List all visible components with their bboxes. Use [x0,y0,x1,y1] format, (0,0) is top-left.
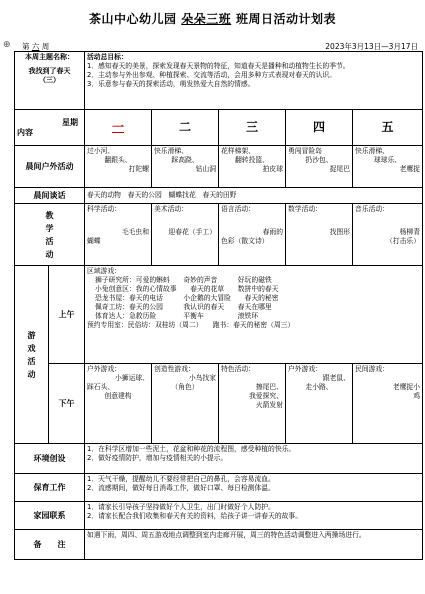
home-content [85,502,423,530]
theme-name: 我找到了春天 [28,66,71,75]
game-pm-tue [152,364,219,444]
game-pm-wed-3: 我爱探究、 [249,392,283,400]
game-label-3: 活 [27,356,36,366]
teach-thu-1: 数学活动： [288,205,322,213]
teach-label-3: 活 [45,236,54,246]
teach-fri [353,204,423,266]
env-content [85,444,423,474]
outdoor-fri [353,146,423,188]
care-line-1: 1．天气干燥，提醒幼儿不要经常把自己的鼻孔，会容易流血。 [87,475,275,483]
outdoor-fri-1: 快乐滑梯、 [355,147,389,155]
outdoor-thu [286,146,353,188]
goal-1: 1．感知春天的美景，探索发现春天景物的特征，知道春天是播种和动植物生长的季节。 [87,62,350,70]
page-title [0,10,425,27]
note-content [85,530,423,560]
game-label-4: 动 [27,369,36,379]
teach-wed [219,204,286,266]
game-am-3: 小兔创意区：我的心情故事 春天的花草 数拼中的春天 [95,285,279,293]
outdoor-mon-3: 打陀螺 [128,165,149,173]
game-am-content [85,266,423,364]
teach-mon-1: 科学活动： [87,205,121,213]
teach-wed-1: 语言活动： [221,205,255,213]
note-label: 备 注 [15,530,85,560]
env-line-1: 1．在科学区增加一些泥土，花盆和种花的流程图，感受种植的快乐。 [87,445,296,453]
care-line-2: 2．流感期间，做好每日消毒工作，做好口罩、每日检测体温。 [87,484,275,492]
game-pm-thu [286,364,353,444]
outdoor-wed-2: 翻转投篮、 [235,156,269,164]
day-2: 二 [152,110,219,146]
outdoor-wed [219,146,286,188]
day-5: 五 [353,110,423,146]
game-pm-fri-1: 民间游戏： [355,365,389,373]
day-3: 三 [219,110,286,146]
teach-wed-3: 色彩（散文诗） [221,237,269,245]
kindergarten-name: 茶山中心幼儿园 [89,12,177,26]
week-label-post: 周 [41,42,50,51]
game-pm-wed-4: 火箭发射 [255,401,283,409]
teach-mon-3: 蝴蝶 [87,237,101,245]
goal-title: 活动总目标： [87,53,128,61]
game-pm-tue-1: 创造性游戏： [154,365,195,373]
outdoor-mon-1: 过小河、 [87,147,115,155]
outdoor-wed-1: 花样梯架、 [221,147,255,155]
teach-fri-2: 杨柳青 [399,228,421,236]
goal-3: 3．乐意参与春天的探索活动，萌发热爱大自然的情感。 [87,80,255,88]
game-pm-mon [85,364,152,444]
game-pm-thu-2: 跟老鼠、 [322,374,350,382]
teach-wed-2: 春雨的 [262,228,283,236]
day-header-b: 内容 [17,127,33,137]
day-4: 四 [286,110,353,146]
game-pm-mon-4: 创意建构 [104,392,132,400]
goals-cell [85,52,423,110]
game-pm-fri [353,364,423,444]
week-date: 2023年3月13日—3月17日 [325,42,418,51]
outdoor-mon-2: 翻跟头、 [104,156,132,164]
theme-label: 本周主题名称： [25,53,74,61]
game-pm-wed-2: 擦尾巴、 [255,383,283,391]
env-line-2: 2．做好疫情防护，增加与疫情相关的小提示。 [87,454,228,462]
day-header-cell [15,110,85,146]
game-am-7: 预约专用室：民俗坊：双桂坊（周二） 跑书：春天的秘密（周三） [87,321,295,329]
game-pm-mon-3: 踩石头、 [87,383,115,391]
teach-tue [152,204,219,266]
teach-thu [286,204,353,266]
class-name: 朵朵三班 [181,12,232,26]
game-pm-tue-2: 小鸟找家 [188,374,216,382]
game-label-2: 戏 [27,343,36,353]
home-line-2: 2．请家长配合我们收集和春天有关的资料，给孩子讲一讲春天的故事。 [87,512,303,520]
outdoor-tue-1: 快乐滑梯、 [154,147,188,155]
day-header-a: 星期 [62,118,78,127]
goal-2: 2．主动参与外出参观、种植探索、交流等活动，会用多种方式表现对春天的认识。 [87,71,337,79]
outdoor-tue-2: 踩高跷、 [171,156,199,164]
game-pm-wed [219,364,286,444]
game-pm-mon-2: 小狮运球、 [115,374,149,382]
teach-tue-2: 迎春花（手工） [168,228,216,236]
game-am-4: 恐龙书屋：春天的电话 小企鹅的大冒险 春天的秘密 [95,294,279,302]
talk-content: 春天的动物 春天的公园 蝴蝶找花 春天的田野 [85,188,423,204]
talk-label: 晨间谈话 [15,188,85,204]
env-label: 环境创设 [15,444,85,474]
outdoor-fri-3: 老鹰捉 [399,165,421,173]
game-label [15,266,49,444]
game-am-1: 区域游戏： [87,267,121,275]
teach-fri-1: 音乐活动： [355,205,389,213]
theme-cell [15,52,85,110]
outdoor-thu-2: 扔沙包、 [305,156,333,164]
game-pm-fri-2: 老鹰捉小 [392,383,421,391]
teach-label-2: 学 [45,223,54,233]
outdoor-thu-3: 捉尾巴 [329,165,350,173]
table-move-icon[interactable]: ⊕ [3,40,11,50]
teach-thu-2: 找图形 [329,228,350,236]
care-content [85,474,423,502]
game-am-6: 体育达人：急救历险 平衡车 滚铁环 [95,312,259,320]
teach-mon-2: 毛毛虫和 [121,228,149,236]
outdoor-fri-2: 球球乐、 [373,156,402,164]
weekly-plan-table [14,51,423,560]
outdoor-tue [152,146,219,188]
outdoor-wed-3: 拍皮球 [262,165,283,173]
home-label: 家园联系 [15,502,85,530]
game-pm-label: 下午 [49,364,85,444]
game-pm-fri-3: 鸡 [413,392,421,400]
outdoor-tue-3: 钻山洞 [195,165,216,173]
game-am-2: 狮子研究所：可爱的蝌蚪 奇妙的声音 好玩的磁铁 [95,276,272,284]
game-am-label: 上午 [49,266,85,364]
game-pm-thu-1: 户外游戏： [288,365,322,373]
game-pm-tue-3: （角色） [171,383,199,391]
note-line-1: 如遇下雨，周四、周五游戏地点调整到室内走廊开展，周三的特色活动调整进入两操场进行。 [87,531,366,539]
week-number: 六 [31,42,40,51]
care-label: 保育工作 [15,474,85,502]
game-pm-wed-1: 特色活动： [221,365,255,373]
day-1: 一 [85,110,152,146]
teach-label-1: 教 [45,210,54,220]
teach-mon [85,204,152,266]
outdoor-thu-1: 勇闯冒险岛 [288,147,322,155]
game-am-5: 佩奇工坊：春天的公园 我认识的春天 春天在哪里 [95,303,272,311]
teach-fri-3: （打击乐） [386,237,421,245]
week-label-pre: 第 [22,42,30,51]
teach-label [15,204,85,266]
teach-tue-1: 美术活动： [154,205,188,213]
teach-label-4: 动 [45,249,54,259]
outdoor-label: 晨间户外活动 [15,146,85,188]
game-label-1: 游 [27,330,36,340]
outdoor-mon [85,146,152,188]
home-line-1: 1．请家长引导孩子坚持做好个人卫生，出门时做好个人防护。 [87,503,275,511]
theme-sub: （三） [39,76,60,84]
game-pm-thu-3: 走小路、 [305,383,333,391]
title-suffix: 班周日活动计划表 [235,12,336,26]
game-pm-mon-1: 户外游戏： [87,365,121,373]
